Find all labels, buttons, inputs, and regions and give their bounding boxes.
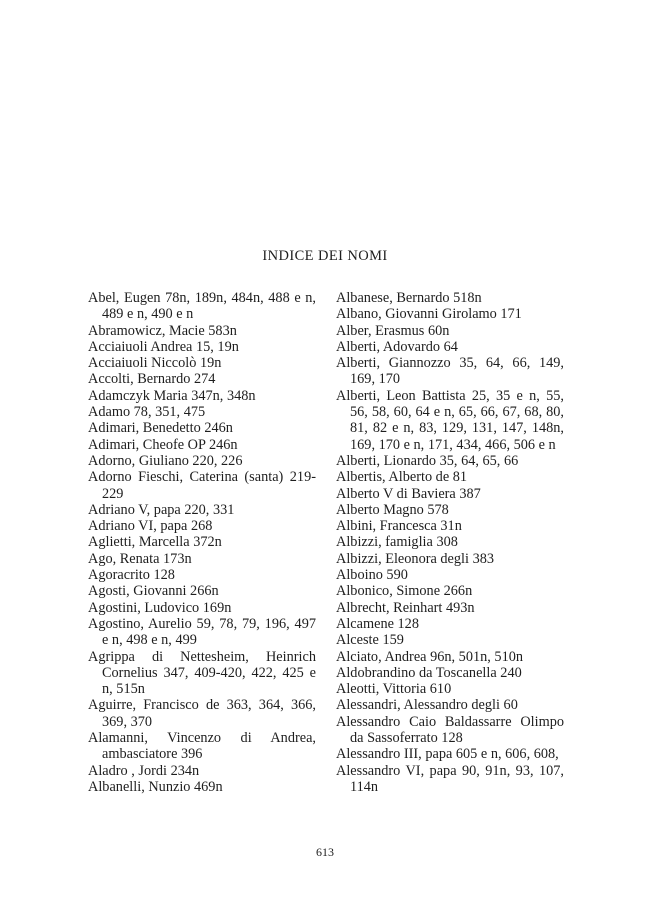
index-entry: Albanelli, Nunzio 469n <box>88 778 223 795</box>
index-entry: Aguirre, Francisco de 363, 364, 366, 369, 370 <box>88 697 316 730</box>
index-entry: Alessandri, Alessandro degli 60 <box>336 697 518 714</box>
index-entry: Agosti, Giovanni 266n <box>88 583 219 600</box>
index-entry: Alberti, Adovardo 64 <box>336 338 458 355</box>
index-entry: Albizzi, famiglia 308 <box>336 534 458 551</box>
index-entry: Albrecht, Reinhart 493n <box>336 599 475 616</box>
index-entry: Alberti, Giannozzo 35, 64, 66, 149, 169, 170 <box>336 355 564 388</box>
page-title: INDICE DEI NOMI <box>262 248 388 264</box>
index-entry: Alberti, Leon Battista 25, 35 e n, 55, 56, 58, 60, 64 e n, 65, 66, 67, 68, 80, 81, 82 e n, 83, 129, 131, 147, 148n, 169, 170 e n, 171, 434, 466, 506 e n <box>336 387 564 453</box>
index-entry: Adamo 78, 351, 475 <box>88 404 206 421</box>
index-entry: Accolti, Bernardo 274 <box>88 371 216 388</box>
index-entry: Adorno, Giuliano 220, 226 <box>88 452 243 469</box>
index-entry: Agostini, Ludovico 169n <box>88 599 232 616</box>
index-entry: Albizzi, Eleonora degli 383 <box>336 550 495 567</box>
index-entry: Alberti, Lionardo 35, 64, 65, 66 <box>336 452 519 469</box>
index-entry: Acciaiuoli Andrea 15, 19n <box>88 338 239 355</box>
index-entry: Adimari, Benedetto 246n <box>88 420 233 437</box>
index-entry: Albertis, Alberto de 81 <box>336 469 468 486</box>
index-entry: Alamanni, Vincenzo di Andrea, ambasciatore 396 <box>88 730 316 763</box>
index-entry: Adriano V, papa 220, 331 <box>88 501 235 518</box>
index-entry: Albini, Francesca 31n <box>336 518 462 535</box>
index-entry: Alciato, Andrea 96n, 501n, 510n <box>336 648 524 665</box>
index-entry: Adriano VI, papa 268 <box>88 518 213 535</box>
index-entry: Aldobrandino da Toscanella 240 <box>336 664 522 681</box>
index-entry: Abramowicz, Macie 583n <box>88 322 237 339</box>
index-entry: Alessandro Caio Baldassarre Olimpo da Sassoferrato 128 <box>336 713 564 747</box>
index-entry: Aladro , Jordi 234n <box>88 762 200 779</box>
index-entry: Alber, Erasmus 60n <box>336 322 450 339</box>
index-entry: Albano, Giovanni Girolamo 171 <box>336 306 522 323</box>
index-entry: Adimari, Cheofe OP 246n <box>88 436 238 453</box>
index-entry: Alboino 590 <box>336 567 408 584</box>
index-entry: Aleotti, Vittoria 610 <box>336 681 452 698</box>
index-entry: Alessandro VI, papa 90, 91n, 93, 107, 114n <box>336 762 564 795</box>
index-entry: Alberto V di Baviera 387 <box>336 485 481 502</box>
index-entry: Agrippa di Nettesheim, Heinrich Cornelius 347, 409-420, 422, 425 e n, 515n <box>88 648 316 698</box>
index-entry: Agostino, Aurelio 59, 78, 79, 196, 497 e n, 498 e n, 499 <box>88 615 316 649</box>
index-entry: Adorno Fieschi, Caterina (santa) 219-229 <box>88 469 316 502</box>
index-entry: Alcamene 128 <box>336 615 419 632</box>
index-entry: Ago, Renata 173n <box>88 550 192 567</box>
index-entry: Alceste 159 <box>336 632 404 649</box>
index-entry: Agoracrito 128 <box>88 567 175 584</box>
index-entry: Albonico, Simone 266n <box>336 583 473 600</box>
page-number: 613 <box>316 845 334 859</box>
index-entry: Acciaiuoli Niccolò 19n <box>88 355 222 372</box>
index-entry: Abel, Eugen 78n, 189n, 484n, 488 e n, 489 e n, 490 e n <box>88 290 316 323</box>
index-entry: Adamczyk Maria 347n, 348n <box>88 387 256 404</box>
index-entry: Alberto Magno 578 <box>336 501 449 518</box>
index-entry: Alessandro III, papa 605 e n, 606, 608, <box>336 746 559 763</box>
index-column-right <box>336 290 564 795</box>
index-column-left <box>88 290 316 795</box>
index-entry: Albanese, Bernardo 518n <box>336 290 482 306</box>
index-entry: Aglietti, Marcella 372n <box>88 534 222 551</box>
